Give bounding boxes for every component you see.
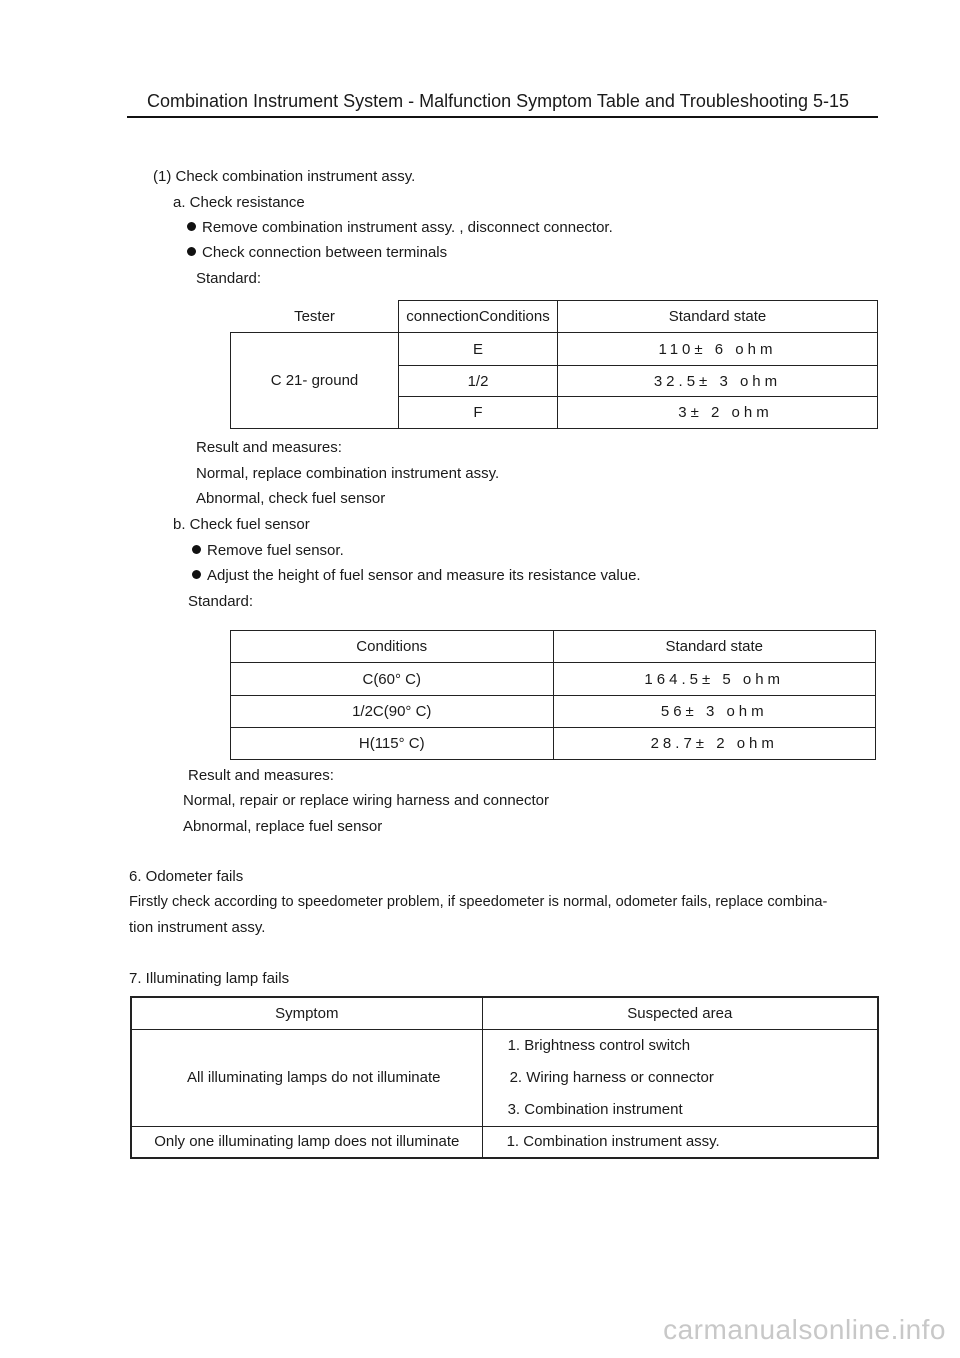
resistance-table (230, 300, 878, 429)
header-divider (127, 116, 878, 118)
table2-state-h: 28.7± 2 ohm (553, 728, 876, 760)
step-a-result-abnormal: Abnormal, check fuel sensor (196, 490, 386, 507)
table2-condition-half: 1/2C(90° C) (231, 696, 554, 728)
table1-tester-cell: C 21- ground (231, 333, 399, 429)
table1-header-state: Standard state (558, 301, 878, 333)
step-a-title: a. Check resistance (173, 194, 305, 211)
step-b-result-abnormal: Abnormal, replace fuel sensor (183, 818, 383, 835)
section6-title: 6. Odometer fails (129, 868, 244, 885)
table3-row1-symptom: All illuminating lamps do not illuminate (131, 1029, 482, 1126)
table2-condition-c: C(60° C) (231, 663, 554, 696)
step-a-bullet-1-text: Remove combination instrument assy. , disconnect connector. (202, 219, 613, 236)
table3-row1-area-2: 2. Wiring harness or connector (509, 1068, 714, 1086)
table2-state-half: 56± 3 ohm (553, 696, 876, 728)
step-a-result-normal: Normal, replace combination instrument assy. (196, 465, 500, 482)
table3-row1-areas (482, 1029, 878, 1126)
bullet-icon (192, 570, 201, 579)
table3-header-area: Suspected area (482, 997, 878, 1029)
step-a-bullet-2-text: Check connection between terminals (202, 244, 448, 261)
table3-row1-area-3: 3. Combination instrument (507, 1100, 683, 1118)
step-a-bullet-2 (187, 244, 447, 262)
table1-condition-f: F (399, 397, 558, 429)
table2-condition-h: H(115° C) (231, 728, 554, 760)
table3-header-symptom: Symptom (131, 997, 482, 1029)
illumination-table (130, 996, 879, 1159)
section7-title: 7. Illuminating lamp fails (129, 970, 290, 987)
section6-line-1: Firstly check according to speedometer problem, if speedometer is normal, odometer fails, replace combina- (129, 894, 828, 910)
step-b-title: b. Check fuel sensor (173, 516, 310, 533)
fuel-sensor-table (230, 630, 876, 760)
step-b-standard-label: Standard: (188, 593, 254, 610)
table2-state-c: 164.5± 5 ohm (553, 663, 876, 696)
table1-state-f: 3± 2 ohm (558, 397, 878, 429)
step-b-bullet-2 (192, 567, 641, 585)
step-b-bullet-2-text: Adjust the height of fuel sensor and measure its resistance value. (207, 567, 641, 584)
bullet-icon (187, 247, 196, 256)
section1-title: (1) Check combination instrument assy. (153, 168, 416, 185)
bullet-icon (192, 545, 201, 554)
table3-row2-symptom: Only one illuminating lamp does not illuminate (131, 1126, 482, 1158)
step-a-standard-label: Standard: (196, 270, 262, 287)
table1-header-tester: Tester (231, 301, 399, 333)
step-b-result-title: Result and measures: (188, 767, 334, 784)
page-header-title: Combination Instrument System - Malfunction Symptom Table and Troubleshooting 5-15 (147, 91, 850, 111)
watermark: carmanualsonline.info (663, 1314, 946, 1345)
table3-row2-area: 1. Combination instrument assy. (482, 1126, 878, 1158)
step-b-result-normal: Normal, repair or replace wiring harness and connector (183, 792, 550, 809)
step-a-result-title: Result and measures: (196, 439, 342, 456)
table1-header-conditions: connectionConditions (399, 301, 558, 333)
step-b-bullet-1 (192, 542, 344, 560)
table1-condition-e: E (399, 333, 558, 366)
table1-state-e: 110± 6 ohm (558, 333, 878, 366)
table3-row1-area-1: 1. Brightness control switch (507, 1036, 691, 1054)
step-b-bullet-1-text: Remove fuel sensor. (207, 542, 344, 559)
section6-line-2: tion instrument assy. (129, 919, 266, 936)
table2-header-conditions: Conditions (231, 631, 554, 663)
bullet-icon (187, 222, 196, 231)
step-a-bullet-1 (187, 219, 613, 237)
table2-header-state: Standard state (553, 631, 876, 663)
table1-condition-half: 1/2 (399, 366, 558, 397)
table1-state-half: 32.5± 3 ohm (558, 366, 878, 397)
